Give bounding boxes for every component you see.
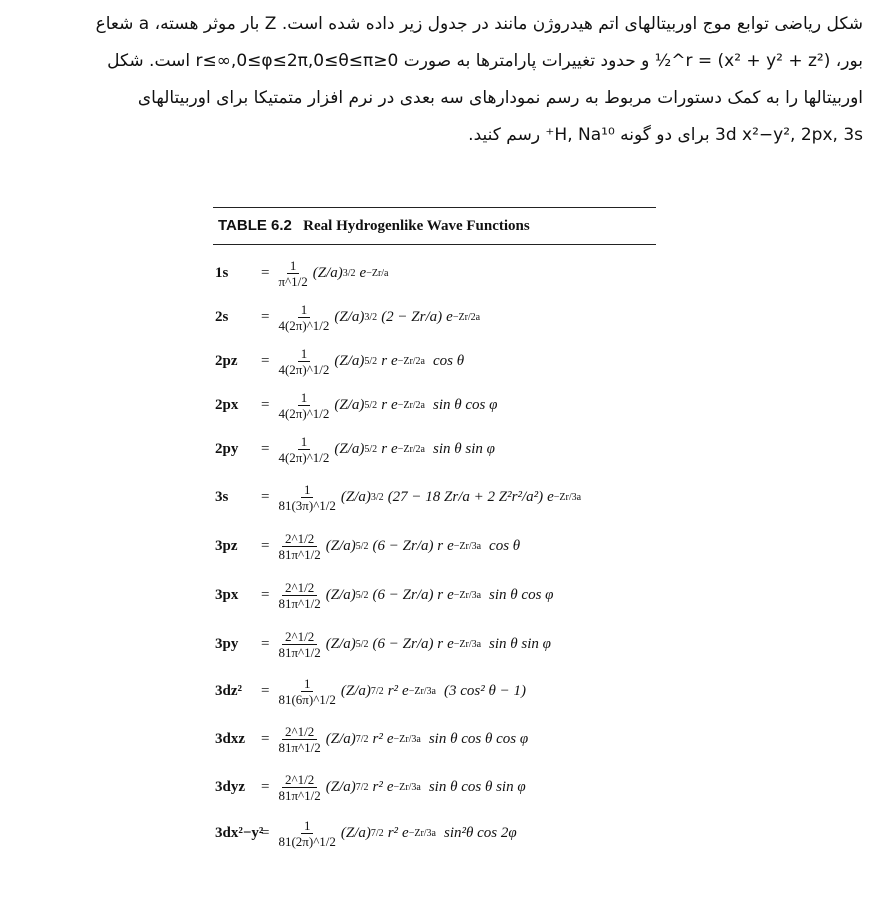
z-over-a-power: 5/2 — [355, 589, 369, 601]
coefficient-numerator: 2^1/2 — [282, 629, 317, 645]
wave-function-row — [215, 252, 389, 294]
exponential-base: e — [386, 730, 394, 747]
angular-part: (3 cos² θ − 1) — [444, 682, 526, 699]
z-over-a-power: 3/2 — [370, 491, 384, 503]
coefficient-denominator: 4(2π)^1/2 — [278, 405, 330, 421]
coefficient-fraction — [275, 676, 338, 707]
exponential-power: −Zr/3a — [453, 638, 482, 650]
coefficient-denominator: 81π^1/2 — [278, 595, 321, 611]
orbital-name: 2px — [215, 396, 239, 413]
equals-sign: = — [261, 778, 270, 795]
orbital-name: 3dxz — [215, 730, 245, 747]
intro-line-1: شکل ریاضی توابع موج اوربیتالهای اتم هیدروژن مانند در جدول زیر داده شده است. Z بار موثر هسته، a شعاع — [95, 14, 863, 34]
wave-function-row — [215, 525, 520, 567]
orbital-name: 3pz — [215, 537, 238, 554]
angular-part: sin θ sin φ — [433, 440, 495, 457]
z-over-a-power: 5/2 — [364, 399, 378, 411]
exponential-power: −Zr/3a — [393, 781, 421, 793]
z-over-a-term: (Z/a) — [325, 730, 356, 747]
z-over-a-term: (Z/a) — [325, 635, 356, 652]
exponential-power: −Zr/3a — [453, 540, 482, 552]
z-over-a-power: 5/2 — [355, 540, 369, 552]
exponential-base: e — [547, 488, 554, 505]
coefficient-fraction — [275, 258, 310, 289]
z-over-a-term: (Z/a) — [334, 396, 365, 413]
exponential-base: e — [447, 586, 454, 603]
intro-paragraph — [20, 6, 863, 154]
z-over-a-power: 3/2 — [342, 267, 356, 279]
coefficient-numerator: 1 — [287, 258, 300, 274]
orbital-name: 3s — [215, 488, 229, 505]
coefficient-denominator: 4(2π)^1/2 — [278, 317, 330, 333]
z-over-a-term: (Z/a) — [340, 682, 371, 699]
coefficient-denominator: 81(6π)^1/2 — [278, 691, 336, 707]
angular-part: sin θ sin φ — [489, 635, 551, 652]
radial-polynomial: r² — [372, 778, 383, 795]
exponential-power: −Zr/2a — [397, 399, 425, 411]
coefficient-denominator: 4(2π)^1/2 — [278, 449, 330, 465]
coefficient-fraction — [275, 346, 332, 377]
coefficient-numerator: 2^1/2 — [282, 724, 317, 740]
z-over-a-term: (Z/a) — [325, 778, 356, 795]
z-over-a-power: 5/2 — [364, 355, 378, 367]
exponential-base: e — [447, 635, 454, 652]
radial-polynomial: r — [381, 440, 388, 457]
exponential-power: −Zr/a — [366, 267, 389, 279]
coefficient-numerator: 1 — [298, 302, 311, 318]
angular-part: sin θ cos θ sin φ — [428, 778, 526, 795]
coefficient-fraction — [275, 390, 332, 421]
z-over-a-power: 7/2 — [370, 827, 384, 839]
coefficient-numerator: 1 — [301, 818, 314, 834]
wave-function-row — [215, 384, 497, 426]
angular-part: sin θ cos θ cos φ — [428, 730, 529, 747]
intro-line-3: اوربیتالها را به کمک دستورات مربوط به رسم نمودارهای سه بعدی در نرم افزار متمتیکا برای اوربیتالهای — [137, 88, 863, 108]
equals-sign: = — [261, 308, 270, 325]
exponential-power: −Zr/3a — [553, 491, 582, 503]
orbital-name: 3dz² — [215, 682, 242, 699]
z-over-a-power: 7/2 — [355, 733, 369, 745]
coefficient-numerator: 1 — [298, 346, 311, 362]
coefficient-denominator: 81(3π)^1/2 — [278, 497, 336, 513]
radial-polynomial: (6 − Zr/a) r — [372, 537, 444, 554]
orbital-name: 3dx²−y² — [215, 824, 264, 841]
equals-sign: = — [261, 440, 270, 457]
coefficient-numerator: 2^1/2 — [282, 772, 317, 788]
orbital-name: 2py — [215, 440, 239, 457]
coefficient-fraction — [275, 434, 332, 465]
exponential-base: e — [359, 264, 367, 281]
coefficient-denominator: π^1/2 — [278, 273, 308, 289]
coefficient-fraction — [275, 629, 323, 660]
angular-part: cos θ — [489, 537, 521, 554]
z-over-a-power: 3/2 — [364, 311, 378, 323]
z-over-a-term: (Z/a) — [325, 537, 356, 554]
coefficient-fraction — [275, 818, 338, 849]
z-over-a-term: (Z/a) — [334, 440, 365, 457]
radial-polynomial: (2 − Zr/a) — [381, 308, 443, 325]
table-header-rule — [213, 244, 656, 245]
angular-part: sin θ cos φ — [489, 586, 554, 603]
exponential-power: −Zr/2a — [397, 443, 425, 455]
z-over-a-term: (Z/a) — [334, 308, 365, 325]
radial-polynomial: r — [381, 352, 388, 369]
coefficient-denominator: 81(2π)^1/2 — [278, 833, 336, 849]
coefficient-denominator: 81π^1/2 — [278, 546, 321, 562]
equals-sign: = — [261, 635, 270, 652]
coefficient-denominator: 81π^1/2 — [278, 644, 321, 660]
table-top-rule — [213, 207, 656, 208]
z-over-a-power: 5/2 — [355, 638, 369, 650]
table-title: Real Hydrogenlike Wave Functions — [303, 218, 530, 234]
coefficient-numerator: 1 — [298, 390, 311, 406]
coefficient-denominator: 4(2π)^1/2 — [278, 361, 330, 377]
wave-function-row — [215, 623, 551, 665]
coefficient-numerator: 2^1/2 — [282, 580, 317, 596]
orbital-name: 3px — [215, 586, 239, 603]
coefficient-fraction — [275, 772, 323, 803]
exponential-base: e — [402, 824, 409, 841]
orbital-name: 2pz — [215, 352, 238, 369]
z-over-a-term: (Z/a) — [312, 264, 343, 281]
exponential-power: −Zr/3a — [408, 685, 436, 697]
z-over-a-power: 7/2 — [355, 781, 369, 793]
equals-sign: = — [261, 824, 270, 841]
wave-function-row — [215, 428, 495, 470]
exponential-base: e — [447, 537, 454, 554]
wave-function-row — [215, 296, 480, 338]
wave-function-row — [215, 718, 528, 760]
exponential-base: e — [402, 682, 409, 699]
intro-line-4: 3d x²−y², 2px, 3s برای دو گونه H, Na¹⁰⁺ رسم کنید. — [468, 125, 863, 145]
angular-part: cos θ — [433, 352, 465, 369]
wave-function-row — [215, 670, 526, 712]
radial-polynomial: r — [381, 396, 388, 413]
intro-line-2: بور، r = (x² + y² + z²)^½ و حدود تغییرات پارامترها به صورت 0≤r≤∞,0≤φ≤2π,0≤θ≤π است. شکل — [107, 51, 863, 71]
wave-function-row — [215, 812, 517, 854]
radial-polynomial: r² — [372, 730, 383, 747]
coefficient-numerator: 1 — [298, 434, 311, 450]
equals-sign: = — [261, 682, 270, 699]
radial-polynomial: (6 − Zr/a) r — [372, 586, 444, 603]
z-over-a-power: 5/2 — [364, 443, 378, 455]
coefficient-fraction — [275, 302, 332, 333]
radial-polynomial: (6 − Zr/a) r — [372, 635, 444, 652]
wave-function-row — [215, 340, 464, 382]
coefficient-fraction — [275, 531, 323, 562]
wave-function-row — [215, 476, 581, 518]
exponential-power: −Zr/3a — [453, 589, 482, 601]
z-over-a-term: (Z/a) — [340, 824, 371, 841]
exponential-base: e — [391, 440, 398, 457]
coefficient-numerator: 1 — [301, 482, 314, 498]
coefficient-denominator: 81π^1/2 — [278, 739, 321, 755]
exponential-base: e — [391, 352, 398, 369]
exponential-base: e — [386, 778, 394, 795]
coefficient-fraction — [275, 580, 323, 611]
equals-sign: = — [261, 586, 270, 603]
radial-polynomial: r² — [387, 682, 399, 699]
z-over-a-power: 7/2 — [370, 685, 384, 697]
equals-sign: = — [261, 264, 270, 281]
orbital-name: 1s — [215, 264, 229, 281]
equals-sign: = — [261, 352, 270, 369]
radial-polynomial: (27 − 18 Zr/a + 2 Z²r²/a²) — [387, 488, 544, 505]
table-caption — [218, 217, 530, 235]
equals-sign: = — [261, 396, 270, 413]
orbital-name: 2s — [215, 308, 229, 325]
wave-function-row — [215, 766, 526, 808]
exponential-power: −Zr/3a — [393, 733, 421, 745]
coefficient-fraction — [275, 482, 338, 513]
coefficient-numerator: 1 — [301, 676, 314, 692]
radial-polynomial: r² — [387, 824, 399, 841]
wave-function-row — [215, 574, 553, 616]
coefficient-fraction — [275, 724, 323, 755]
exponential-power: −Zr/3a — [408, 827, 436, 839]
z-over-a-term: (Z/a) — [325, 586, 356, 603]
orbital-name: 3py — [215, 635, 239, 652]
coefficient-denominator: 81π^1/2 — [278, 787, 321, 803]
angular-part: sin²θ cos 2φ — [444, 824, 517, 841]
exponential-base: e — [446, 308, 453, 325]
equals-sign: = — [261, 537, 270, 554]
orbital-name: 3dyz — [215, 778, 245, 795]
exponential-power: −Zr/2a — [397, 355, 425, 367]
coefficient-numerator: 2^1/2 — [282, 531, 317, 547]
exponential-power: −Zr/2a — [452, 311, 481, 323]
table-label: TABLE 6.2 — [218, 217, 292, 234]
equals-sign: = — [261, 488, 270, 505]
angular-part: sin θ cos φ — [433, 396, 498, 413]
exponential-base: e — [391, 396, 398, 413]
z-over-a-term: (Z/a) — [334, 352, 365, 369]
z-over-a-term: (Z/a) — [340, 488, 371, 505]
equals-sign: = — [261, 730, 270, 747]
